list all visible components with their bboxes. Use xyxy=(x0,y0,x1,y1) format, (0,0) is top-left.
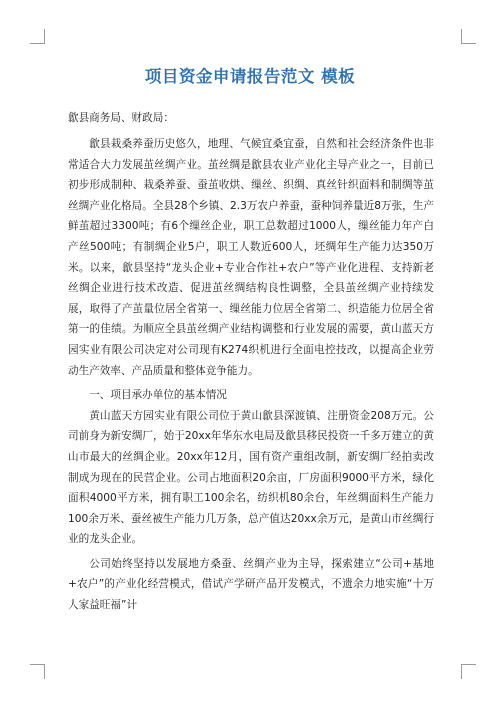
strategy-paragraph: 公司始终坚持以发展地方桑蚕、丝绸产业为主导，探索建立“公司+基地+农户”的产业化经营模式，借试产学研产品开发模式，不遗余力地实施“十万人家益旺福”计 xyxy=(68,557,434,612)
company-paragraph: 黄山蓝天方园实业有限公司位于黄山歙县深渡镇、注册资金208万元。公司前身为新安绸厂，始于20xx年华东水电局及歙县移民投资一千多万建立的黄山市最大的丝绸企业。20xx年12月，国有资产重组改制，新安绸厂经拍卖改制成为现在的民营企业。公司占地面积20余亩，厂房面积9000平方米，绿化面积4000平方米，拥有职工100余名，纺织机80余台，年丝绸面料生产能力100余万米、蚕丝被生产能力几万条，总产值达20xx余万元，是黄山市丝绸行业的龙头企业。 xyxy=(68,409,434,546)
crop-mark-top-left xyxy=(30,29,45,44)
intro-paragraph: 歙县栽桑养蚕历史悠久，地理、气候宜桑宜蚕，自然和社会经济条件也非常适合大力发展茧丝绸产业。茧丝绸是歙县农业产业化主导产业之一，目前已初步形成制种、栽桑养蚕、蚕茧收烘、缫丝、织绸、真丝针织面料和制绸等茧丝绸产业化格局。全县28个乡镇、2.3万农户养蚕，蚕种饲养量近8万张，生产鲜茧超过3300吨；有6个缫丝企业，职工总数超过1000人，缫丝能力年产白产丝500吨；有制绸企业5户，职工人数近600人，坯绸年生产能力达350万米。以来，歙县坚持“龙头企业+专业合作社+农户”等产业化进程、支持新老丝绸企业进行技术改造、促进茧丝绸结构良性调整，全县茧丝绸产业持续发展，取得了产茧量位居全省第一、缫丝能力位居全省第二、织造能力位居全省第一的佳绩。为顺应全县茧丝绸产业结构调整和行业发展的需要，黄山蓝天方园实业有限公司决定对公司现有K274织机进行全面电控技改，以提高企业劳动生产效率、产品质量和整体竞争能力。 xyxy=(68,138,434,377)
crop-mark-top-right xyxy=(461,29,476,44)
section-heading: 一、项目承办单位的基本情况 xyxy=(89,389,227,402)
crop-mark-bottom-left xyxy=(30,664,45,679)
salutation: 歙县商务局、财政局： xyxy=(68,112,174,124)
crop-mark-bottom-right xyxy=(461,664,476,679)
document-body xyxy=(68,110,434,616)
document-title: 项目资金申请报告范文 模板 xyxy=(144,67,356,86)
